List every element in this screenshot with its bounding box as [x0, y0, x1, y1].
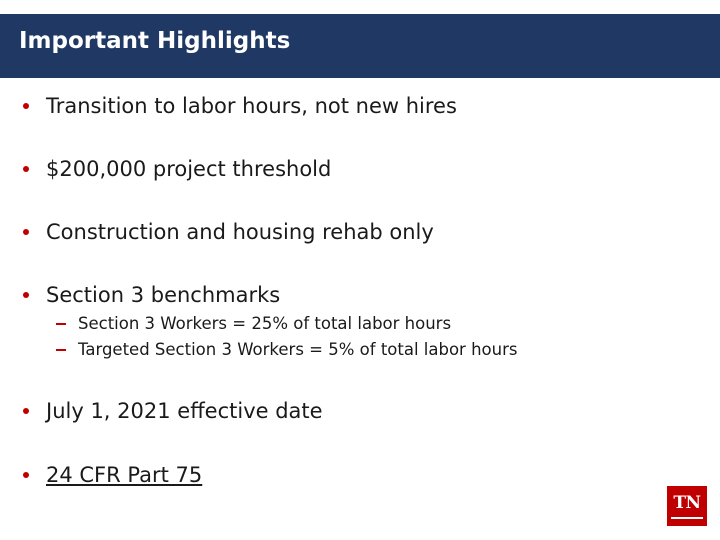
bullet-dot-icon — [23, 292, 29, 298]
bullet-item — [0, 92, 700, 122]
bullet-dot-icon — [23, 408, 29, 414]
sub-bullet-item — [0, 339, 700, 361]
bullet-text: Construction and housing rehab only — [46, 220, 434, 244]
dash-icon — [56, 349, 66, 351]
cfr-link[interactable]: 24 CFR Part 75 — [46, 463, 203, 487]
bullet-dot-icon — [23, 103, 29, 109]
tn-logo — [667, 486, 707, 526]
dash-icon — [56, 323, 66, 325]
bullet-text: July 1, 2021 effective date — [46, 399, 323, 423]
slide-title: Important Highlights — [19, 28, 291, 54]
bullet-item[interactable] — [0, 461, 700, 491]
bullet-text: $200,000 project threshold — [46, 157, 332, 181]
sub-bullet-text: Section 3 Workers = 25% of total labor hours — [78, 314, 452, 333]
title-bar — [0, 14, 720, 78]
bullet-item — [0, 218, 700, 248]
sub-bullet-item — [0, 313, 700, 335]
sub-bullet-text: Targeted Section 3 Workers = 5% of total labor hours — [78, 340, 518, 359]
bullet-dot-icon — [23, 229, 29, 235]
bullet-dot-icon — [23, 166, 29, 172]
bullet-dot-icon — [23, 472, 29, 478]
bullet-item — [0, 281, 700, 311]
tn-logo-rule — [671, 517, 703, 519]
bullet-item — [0, 397, 700, 427]
bullet-text: Transition to labor hours, not new hires — [46, 94, 457, 118]
bullet-item — [0, 155, 700, 185]
tn-logo-text: TN — [673, 493, 701, 513]
bullet-text: Section 3 benchmarks — [46, 283, 281, 307]
